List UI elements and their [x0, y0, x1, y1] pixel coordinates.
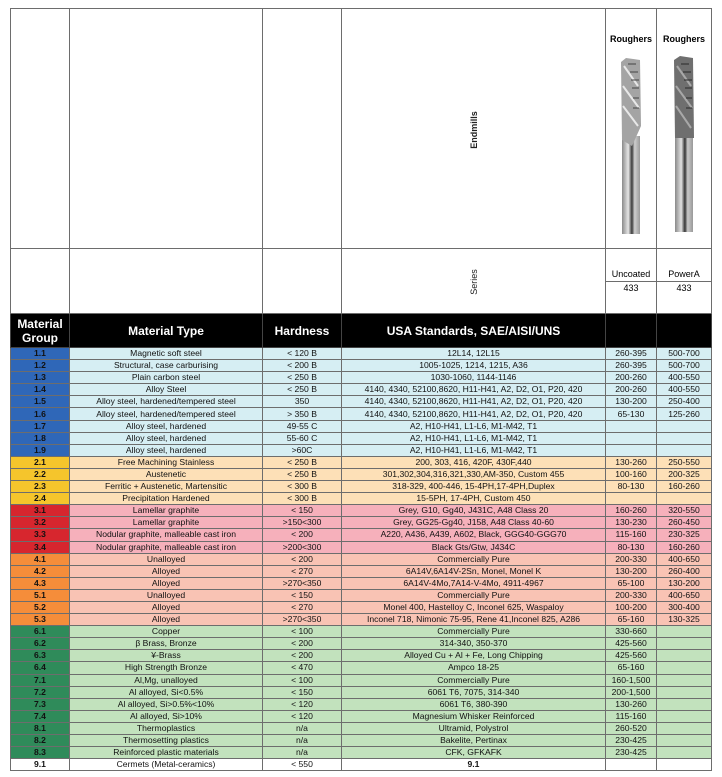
speed-powera-cell — [657, 444, 712, 456]
speed-powera-cell — [657, 722, 712, 734]
speed-uncoated-cell: 330-660 — [606, 626, 657, 638]
standards-cell: 4140, 4340, 52100,8620, H11-H41, A2, D2, O1, P20, 420 — [342, 396, 606, 408]
speed-powera-cell: 400-550 — [657, 384, 712, 396]
hardness-cell: < 270 — [263, 565, 342, 577]
speed-uncoated-cell — [606, 444, 657, 456]
table-row — [11, 432, 712, 444]
material-group-cell: 7.4 — [11, 710, 70, 722]
material-group-cell: 8.2 — [11, 735, 70, 747]
blank-header-cell — [263, 9, 342, 249]
material-type-cell: ¥-Brass — [70, 650, 263, 662]
speed-powera-cell — [657, 626, 712, 638]
material-type-cell: Lamellar graphite — [70, 505, 263, 517]
material-group-cell: 2.3 — [11, 481, 70, 493]
speed-powera-cell: 160-260 — [657, 481, 712, 493]
standards-cell: 1005-1025, 1214, 1215, A36 — [342, 360, 606, 372]
speed-uncoated-cell: 65-130 — [606, 408, 657, 420]
hardness-cell: < 550 — [263, 759, 342, 771]
speed-powera-cell: 320-550 — [657, 505, 712, 517]
standards-cell: Commercially Pure — [342, 674, 606, 686]
speed-powera-cell: 160-260 — [657, 541, 712, 553]
tool-header-row — [11, 9, 712, 249]
hardness-cell: < 150 — [263, 505, 342, 517]
speed-powera-cell: 125-260 — [657, 408, 712, 420]
table-row — [11, 589, 712, 601]
speed-uncoated-cell: 115-160 — [606, 710, 657, 722]
speed-uncoated-cell — [606, 432, 657, 444]
hardness-cell: < 100 — [263, 674, 342, 686]
material-type-cell: Cermets (Metal-ceramics) — [70, 759, 263, 771]
table-row — [11, 650, 712, 662]
tool-column-uncoated — [606, 9, 657, 249]
table-row — [11, 541, 712, 553]
table-row — [11, 553, 712, 565]
hardness-cell: n/a — [263, 722, 342, 734]
speed-uncoated-cell: 230-425 — [606, 735, 657, 747]
material-type-cell: Unalloyed — [70, 589, 263, 601]
speed-uncoated-cell — [606, 759, 657, 771]
material-type-cell: Al alloyed, Si>0.5%<10% — [70, 698, 263, 710]
hardness-cell: n/a — [263, 747, 342, 759]
table-row — [11, 662, 712, 674]
standards-cell: Bakelite, Pertinax — [342, 735, 606, 747]
speed-powera-cell: 260-450 — [657, 517, 712, 529]
table-row — [11, 747, 712, 759]
material-type-cell: Thermosetting plastics — [70, 735, 263, 747]
table-row — [11, 614, 712, 626]
standards-cell: Grey, G10, Gg40, J431C, A48 Class 20 — [342, 505, 606, 517]
column-header-row — [11, 314, 712, 348]
hardness-cell: < 150 — [263, 686, 342, 698]
speed-uncoated-cell: 160-1,500 — [606, 674, 657, 686]
hardness-cell: < 250 B — [263, 384, 342, 396]
material-group-cell: 5.2 — [11, 601, 70, 613]
table-row — [11, 360, 712, 372]
standards-cell: Black Gts/Gtw, J434C — [342, 541, 606, 553]
speed-uncoated-cell: 260-395 — [606, 348, 657, 360]
table-row — [11, 348, 712, 360]
speed-powera-cell: 250-400 — [657, 396, 712, 408]
table-row — [11, 674, 712, 686]
speed-powera-cell — [657, 747, 712, 759]
material-group-cell: 1.5 — [11, 396, 70, 408]
speed-powera-cell — [657, 432, 712, 444]
speed-powera-cell — [657, 735, 712, 747]
table-row — [11, 601, 712, 613]
coating-label: PowerA — [657, 268, 711, 282]
hardness-cell: >270<350 — [263, 614, 342, 626]
material-type-cell: β Brass, Bronze — [70, 638, 263, 650]
hardness-cell: > 350 B — [263, 408, 342, 420]
rougher-endmill-uncoated-image — [618, 56, 644, 236]
material-group-cell: 6.1 — [11, 626, 70, 638]
material-type-cell: Alloyed — [70, 614, 263, 626]
rougher-endmill-powera-image — [671, 56, 697, 236]
material-type-cell: Alloy steel, hardened/tempered steel — [70, 396, 263, 408]
table-row — [11, 468, 712, 480]
material-group-cell: 1.8 — [11, 432, 70, 444]
speed-uncoated-cell: 160-260 — [606, 505, 657, 517]
standards-cell: 12L14, 12L15 — [342, 348, 606, 360]
table-row — [11, 517, 712, 529]
speed-powera-cell — [657, 759, 712, 771]
category-label: Endmills — [468, 110, 479, 149]
hardness-cell: < 270 — [263, 601, 342, 613]
speed-uncoated-cell: 200-260 — [606, 372, 657, 384]
material-type-cell: Lamellar graphite — [70, 517, 263, 529]
hardness-cell: < 150 — [263, 589, 342, 601]
standards-cell: Ultramid, Polystrol — [342, 722, 606, 734]
speed-uncoated-cell: 130-260 — [606, 698, 657, 710]
standards-cell: 200, 303, 416, 420F, 430F,440 — [342, 456, 606, 468]
speed-powera-cell — [657, 686, 712, 698]
series-label: Series — [468, 269, 479, 295]
material-group-cell: 9.1 — [11, 759, 70, 771]
material-group-cell: 1.2 — [11, 360, 70, 372]
table-row — [11, 565, 712, 577]
blank-series-cell — [263, 249, 342, 314]
speed-uncoated-cell: 100-160 — [606, 468, 657, 480]
material-group-cell: 1.3 — [11, 372, 70, 384]
speed-uncoated-cell: 230-425 — [606, 747, 657, 759]
speed-powera-cell: 500-700 — [657, 360, 712, 372]
material-group-cell: 2.4 — [11, 493, 70, 505]
table-row — [11, 481, 712, 493]
table-row — [11, 529, 712, 541]
speed-powera-cell: 200-325 — [657, 468, 712, 480]
series-number: 433 — [676, 282, 692, 293]
hardness-cell: < 470 — [263, 662, 342, 674]
material-type-cell: Free Machining Stainless — [70, 456, 263, 468]
speed-powera-cell: 500-700 — [657, 348, 712, 360]
hardness-cell: n/a — [263, 735, 342, 747]
material-group-cell: 6.4 — [11, 662, 70, 674]
material-type-cell: Structural, case carburising — [70, 360, 263, 372]
speed-uncoated-cell: 130-230 — [606, 517, 657, 529]
speed-uncoated-cell — [606, 420, 657, 432]
standards-cell: A2, H10-H41, L1-L6, M1-M42, T1 — [342, 444, 606, 456]
table-row — [11, 759, 712, 771]
speed-uncoated-cell: 130-200 — [606, 396, 657, 408]
hardness-cell: >270<350 — [263, 577, 342, 589]
table-row — [11, 408, 712, 420]
speed-powera-cell — [657, 710, 712, 722]
speed-powera-cell: 260-400 — [657, 565, 712, 577]
material-group-cell: 3.2 — [11, 517, 70, 529]
speed-powera-cell: 230-325 — [657, 529, 712, 541]
standards-cell: A220, A436, A439, A602, Black, GGG40-GGG70 — [342, 529, 606, 541]
hardness-cell: < 120 — [263, 710, 342, 722]
speed-powera-cell: 250-550 — [657, 456, 712, 468]
material-type-cell: Unalloyed — [70, 553, 263, 565]
material-group-cell: 8.3 — [11, 747, 70, 759]
table-row — [11, 638, 712, 650]
speed-uncoated-cell: 115-160 — [606, 529, 657, 541]
material-type-cell: High Strength Bronze — [70, 662, 263, 674]
speed-uncoated-cell: 425-560 — [606, 650, 657, 662]
blank-series-cell — [11, 249, 70, 314]
material-type-cell: Precipitation Hardened — [70, 493, 263, 505]
speed-powera-cell: 400-550 — [657, 372, 712, 384]
table-row — [11, 396, 712, 408]
speed-uncoated-cell: 80-130 — [606, 541, 657, 553]
material-type-cell: Alloyed — [70, 601, 263, 613]
hardness-cell: 55-60 C — [263, 432, 342, 444]
standards-cell: 4140, 4340, 52100,8620, H11-H41, A2, D2, O1, P20, 420 — [342, 408, 606, 420]
speed-powera-cell: 400-650 — [657, 553, 712, 565]
material-group-cell: 6.2 — [11, 638, 70, 650]
speed-uncoated-cell: 425-560 — [606, 638, 657, 650]
material-type-cell: Al,Mg, unalloyed — [70, 674, 263, 686]
hardness-cell: < 200 — [263, 650, 342, 662]
blank-series-cell — [70, 249, 263, 314]
series-cell-uncoated — [606, 249, 657, 314]
material-group-cell: 5.3 — [11, 614, 70, 626]
header-material-type: Material Type — [70, 314, 263, 348]
material-type-cell: Plain carbon steel — [70, 372, 263, 384]
table-row — [11, 372, 712, 384]
material-type-cell: Alloy Steel — [70, 384, 263, 396]
material-group-cell: 1.7 — [11, 420, 70, 432]
material-type-cell: Alloy steel, hardened — [70, 420, 263, 432]
material-group-cell: 8.1 — [11, 722, 70, 734]
speed-powera-cell: 300-400 — [657, 601, 712, 613]
hardness-cell: 350 — [263, 396, 342, 408]
standards-cell: 6A14V-4Mo,7A14-V-4Mo, 4911-4967 — [342, 577, 606, 589]
standards-cell: A2, H10-H41, L1-L6, M1-M42, T1 — [342, 432, 606, 444]
tool-column-powera — [657, 9, 712, 249]
tool-name: Roughers — [609, 33, 652, 44]
material-type-cell: Alloyed — [70, 565, 263, 577]
standards-cell: Inconel 718, Nimonic 75-95, Rene 41,Inconel 825, A286 — [342, 614, 606, 626]
hardness-cell: < 300 B — [263, 481, 342, 493]
material-type-cell: Al alloyed, Si>10% — [70, 710, 263, 722]
standards-cell: Monel 400, Hastelloy C, Inconel 625, Waspaloy — [342, 601, 606, 613]
material-type-cell: Al alloyed, Si<0.5% — [70, 686, 263, 698]
hardness-cell: < 200 — [263, 553, 342, 565]
speed-powera-cell — [657, 638, 712, 650]
material-type-cell: Alloy steel, hardened/tempered steel — [70, 408, 263, 420]
standards-cell: 6061 T6, 380-390 — [342, 698, 606, 710]
speed-powera-cell: 130-325 — [657, 614, 712, 626]
series-label-cell — [342, 249, 606, 314]
standards-cell: Grey, GG25-Gg40, J158, A48 Class 40-60 — [342, 517, 606, 529]
standards-cell: 314-340, 350-370 — [342, 638, 606, 650]
standards-cell: Ampco 18-25 — [342, 662, 606, 674]
table-row — [11, 710, 712, 722]
standards-cell: Magnesium Whisker Reinforced — [342, 710, 606, 722]
material-group-cell: 1.9 — [11, 444, 70, 456]
category-cell — [342, 9, 606, 249]
material-type-cell: Thermoplastics — [70, 722, 263, 734]
standards-cell: Commercially Pure — [342, 626, 606, 638]
hardness-cell: < 120 B — [263, 348, 342, 360]
speed-powera-cell — [657, 674, 712, 686]
table-row — [11, 577, 712, 589]
material-group-cell: 3.3 — [11, 529, 70, 541]
speed-powera-cell: 130-200 — [657, 577, 712, 589]
header-hardness: Hardness — [263, 314, 342, 348]
header-standards: USA Standards, SAE/AISI/UNS — [342, 314, 606, 348]
table-row — [11, 444, 712, 456]
speed-uncoated-cell: 65-160 — [606, 662, 657, 674]
speed-uncoated-cell: 130-260 — [606, 456, 657, 468]
hardness-cell: 49-55 C — [263, 420, 342, 432]
material-group-cell: 7.1 — [11, 674, 70, 686]
material-type-cell: Alloyed — [70, 577, 263, 589]
blank-header-cell — [70, 9, 263, 249]
material-type-cell: Nodular graphite, malleable cast iron — [70, 529, 263, 541]
material-group-cell: 1.1 — [11, 348, 70, 360]
hardness-cell: < 250 B — [263, 372, 342, 384]
speed-uncoated-cell: 130-200 — [606, 565, 657, 577]
standards-cell: Commercially Pure — [342, 589, 606, 601]
speed-uncoated-cell: 260-520 — [606, 722, 657, 734]
speed-uncoated-cell: 200-1,500 — [606, 686, 657, 698]
blank-header-cell — [11, 9, 70, 249]
hardness-cell: >150<300 — [263, 517, 342, 529]
standards-cell: CFK, GFKAFK — [342, 747, 606, 759]
table-row — [11, 626, 712, 638]
material-type-cell: Copper — [70, 626, 263, 638]
material-group-cell: 1.4 — [11, 384, 70, 396]
material-group-cell: 2.2 — [11, 468, 70, 480]
table-row — [11, 735, 712, 747]
table-row — [11, 722, 712, 734]
standards-cell: 15-5PH, 17-4PH, Custom 450 — [342, 493, 606, 505]
speed-uncoated-cell — [606, 493, 657, 505]
material-group-cell: 7.2 — [11, 686, 70, 698]
table-row — [11, 420, 712, 432]
coating-label: Uncoated — [606, 268, 656, 282]
speed-uncoated-cell: 200-330 — [606, 553, 657, 565]
hardness-cell: < 200 — [263, 638, 342, 650]
material-type-cell: Alloy steel, hardened — [70, 432, 263, 444]
material-group-cell: 4.1 — [11, 553, 70, 565]
speed-powera-cell — [657, 662, 712, 674]
standards-cell: 9.1 — [342, 759, 606, 771]
material-group-cell: 1.6 — [11, 408, 70, 420]
hardness-cell: < 200 B — [263, 360, 342, 372]
material-speed-table — [10, 8, 712, 771]
table-row — [11, 686, 712, 698]
table-row — [11, 456, 712, 468]
hardness-cell: < 250 B — [263, 468, 342, 480]
standards-cell: 301,302,304,316,321,330,AM-350, Custom 455 — [342, 468, 606, 480]
standards-cell: 1030-1060, 1144-1146 — [342, 372, 606, 384]
hardness-cell: < 250 B — [263, 456, 342, 468]
material-type-cell: Austenetic — [70, 468, 263, 480]
speed-powera-cell: 400-650 — [657, 589, 712, 601]
material-group-cell: 7.3 — [11, 698, 70, 710]
standards-cell: A2, H10-H41, L1-L6, M1-M42, T1 — [342, 420, 606, 432]
table-row — [11, 384, 712, 396]
speed-uncoated-cell: 65-100 — [606, 577, 657, 589]
speed-uncoated-cell: 200-330 — [606, 589, 657, 601]
hardness-cell: >200<300 — [263, 541, 342, 553]
header-material-group: Material Group — [11, 314, 70, 348]
standards-cell: Alloyed Cu + Al + Fe, Long Chipping — [342, 650, 606, 662]
speed-powera-cell — [657, 420, 712, 432]
speed-uncoated-cell: 65-160 — [606, 614, 657, 626]
material-group-cell: 6.3 — [11, 650, 70, 662]
hardness-cell: < 100 — [263, 626, 342, 638]
standards-cell: 4140, 4340, 52100,8620, H11-H41, A2, D2, O1, P20, 420 — [342, 384, 606, 396]
tool-name: Roughers — [662, 33, 705, 44]
material-group-cell: 3.4 — [11, 541, 70, 553]
standards-cell: 6061 T6, 7075, 314-340 — [342, 686, 606, 698]
hardness-cell: < 300 B — [263, 493, 342, 505]
material-type-cell: Reinforced plastic materials — [70, 747, 263, 759]
speed-uncoated-cell: 80-130 — [606, 481, 657, 493]
material-type-cell: Magnetic soft steel — [70, 348, 263, 360]
table-row — [11, 698, 712, 710]
hardness-cell: < 200 — [263, 529, 342, 541]
hardness-cell: < 120 — [263, 698, 342, 710]
standards-cell: Commercially Pure — [342, 553, 606, 565]
standards-cell: 6A14V,6A14V-2Sn, Monel, Monel K — [342, 565, 606, 577]
header-speed-powera — [657, 314, 712, 348]
material-group-cell: 5.1 — [11, 589, 70, 601]
series-number: 433 — [623, 282, 639, 293]
material-type-cell: Alloy steel, hardened — [70, 444, 263, 456]
material-group-cell: 4.2 — [11, 565, 70, 577]
speed-powera-cell — [657, 493, 712, 505]
speed-powera-cell — [657, 650, 712, 662]
speed-uncoated-cell: 200-260 — [606, 384, 657, 396]
speed-uncoated-cell: 260-395 — [606, 360, 657, 372]
series-cell-powera — [657, 249, 712, 314]
material-group-cell: 4.3 — [11, 577, 70, 589]
hardness-cell: >60C — [263, 444, 342, 456]
table-row — [11, 493, 712, 505]
standards-cell: 318-329, 400-446, 15-4PH,17-4PH,Duplex — [342, 481, 606, 493]
table-row — [11, 505, 712, 517]
material-group-cell: 3.1 — [11, 505, 70, 517]
header-speed-uncoated — [606, 314, 657, 348]
material-type-cell: Ferritic + Austenetic, Martensitic — [70, 481, 263, 493]
material-group-cell: 2.1 — [11, 456, 70, 468]
speed-uncoated-cell: 100-200 — [606, 601, 657, 613]
material-type-cell: Nodular graphite, malleable cast iron — [70, 541, 263, 553]
speed-powera-cell — [657, 698, 712, 710]
series-row — [11, 249, 712, 314]
